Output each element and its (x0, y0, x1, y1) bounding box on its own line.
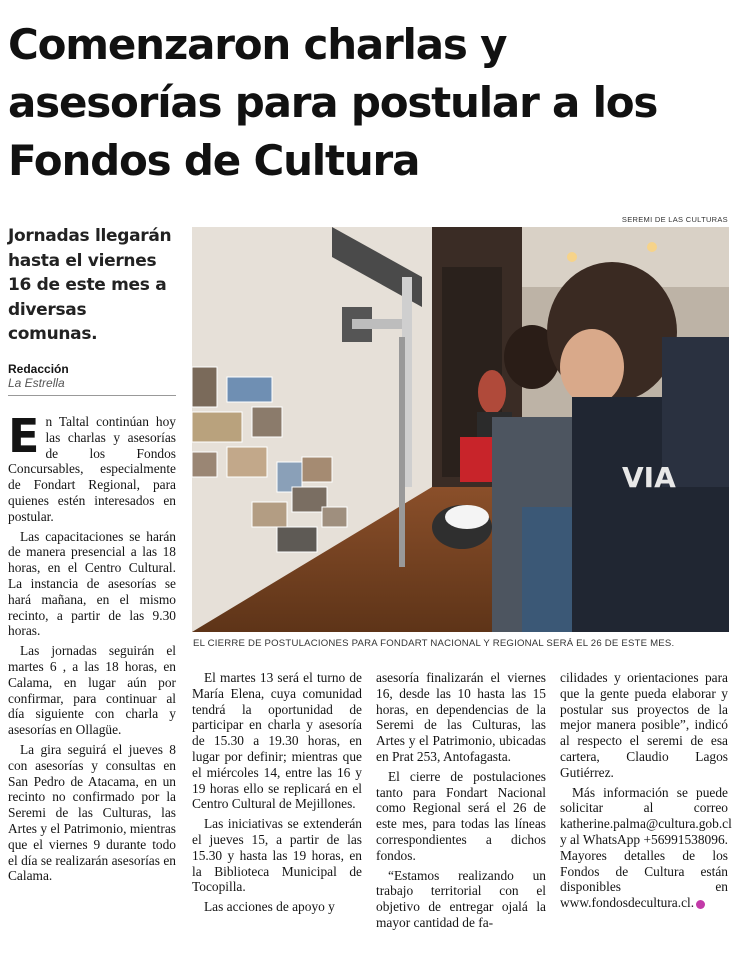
byline-author: Redacción (8, 362, 69, 376)
svg-text:VIA: VIA (622, 461, 676, 494)
headline: Comenzaron charlas y asesorías para postular a los Fondos de Cultura (8, 20, 658, 185)
paragraph: “Estamos realizando un trabajo territorial con el objetivo de entregar ojalá la mayor cantidad de fa- (376, 867, 546, 930)
photo-caption: EL CIERRE DE POSTULACIONES PARA FONDART NACIONAL Y REGIONAL SERÁ EL 26 DE ESTE MES. (193, 638, 675, 649)
paragraph: El cierre de postulaciones tanto para Fondart Nacional como Regional será el 26 de este mes, para todas las líneas correspondientes a dichos fondos. (376, 768, 546, 863)
paragraph: Más información se puede solicitar al correo katherine.palma@cultura.gob.cl y al WhatsApp +56991538096. Mayores detalles de los Fondos de Cultura están disponibles en www.fondosdecultura.cl. (560, 784, 732, 911)
paragraph: asesoría finalizarán el viernes 16, desde las 10 hasta las 15 horas, en dependencias de la Seremi de las Culturas, las Artes y el Patrimonio, ubicadas en Prat 253, Antofagasta. (376, 670, 546, 764)
column-3 (376, 670, 546, 935)
article-photo (192, 227, 729, 632)
subheadline: Jornadas llegarán hasta el viernes 16 de este mes a diversas comunas. (8, 226, 172, 344)
end-mark-icon (696, 900, 705, 909)
byline (8, 362, 180, 390)
photo-credit: SEREMI DE LAS CULTURAS (621, 215, 728, 224)
paragraph: La gira seguirá el jueves 8 con asesorías y consultas en San Pedro de Atacama, en un recinto no confirmado por la Seremi de las Culturas, las Artes y el Patrimonio, mientras que el viernes 9 durante todo el día se realizarán asesorías en Calama. (8, 741, 176, 884)
column-4 (560, 670, 732, 915)
paragraph: Las jornadas seguirán el martes 6 , a las 18 horas, en Calama, en lugar aún por confirmar, para continuar al día siguiente con charla y asesorías en Ollagüe. (8, 643, 176, 738)
drop-cap: E (8, 409, 40, 463)
column-2 (192, 670, 362, 919)
paragraph: Las iniciativas se extenderán el jueves 15, a partir de las 15.30 y hasta las 19 horas, en la Biblioteca Municipal de Tocopilla. (192, 816, 362, 895)
paragraph: Las capacitaciones se harán de manera presencial a las 18 horas, en el Centro Cultural. La instancia de asesorías se hará mañana, en el mismo recinto, a partir de las 9.30 horas. (8, 528, 176, 639)
byline-publication: La Estrella (8, 376, 65, 390)
paragraph: Las acciones de apoyo y (204, 899, 335, 915)
paragraph: cilidades y orientaciones para que la gente pueda elaborar y postular sus proyectos de la mejor manera posible”, indicó al respecto el seremi de esa cartera, Claudio Lagos Gutiérrez. (560, 670, 728, 780)
paragraph: El martes 13 será el turno de María Elena, cuya comunidad tendrá la oportunidad de participar en charla y asesoría de 15.30 a 19.30 horas, en lugar por definir; mientras que el miércoles 14, entre las 16 y 19 horas ello se replicará en el Centro Cultural de Mejillones. (192, 670, 362, 812)
column-1 (8, 409, 176, 888)
divider (8, 395, 176, 396)
paragraph: En Taltal continúan hoy las charlas y asesorías de los Fondos Concursables, especialmente de Fondart Regional, para quienes estén interesados en postular. (8, 409, 176, 524)
